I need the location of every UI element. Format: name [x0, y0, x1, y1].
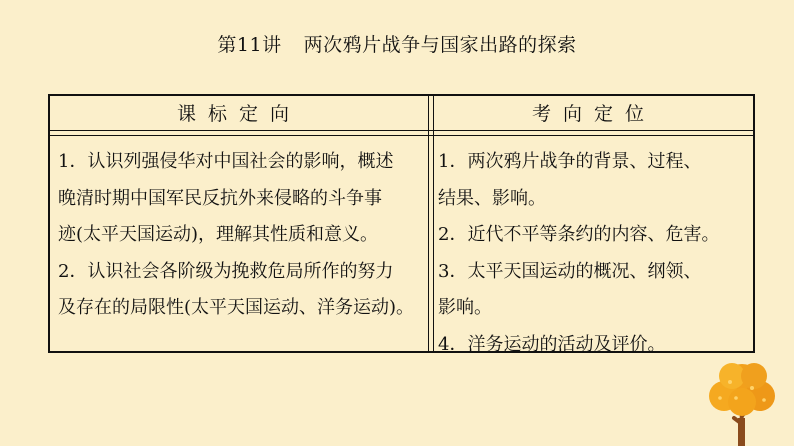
lecture-number: 第11讲: [217, 34, 282, 56]
header-divider: [50, 130, 753, 131]
focus-line: 2．近代不平等条约的内容、危害。: [438, 224, 720, 245]
standard-line: 晚清时期中国军民反抗外来侵略的斗争事: [58, 187, 382, 209]
curriculum-table: [48, 94, 755, 353]
focus-line: 影响。: [438, 297, 492, 318]
page-title: [0, 30, 794, 57]
focus-line: 结果、影响。: [438, 187, 546, 209]
curriculum-standard-content: [58, 144, 428, 327]
autumn-tree-icon: [706, 358, 778, 446]
focus-line: 4．洋务运动的活动及评价。: [438, 333, 666, 355]
exam-focus-content: [438, 144, 756, 363]
curriculum-standard-header: 课标定向: [176, 103, 301, 125]
focus-line: 3．太平天国运动的概况、纲领、: [438, 260, 702, 282]
standard-line: 1．认识列强侵华对中国社会的影响，概述: [58, 151, 394, 172]
exam-focus-header: 考向定位: [531, 103, 656, 125]
standard-line: 及存在的局限性(太平天国运动、洋务运动)。: [58, 297, 415, 318]
standard-line: 2．认识社会各阶级为挽救危局所作的努力: [58, 260, 394, 282]
header-divider-inner: [50, 135, 753, 136]
focus-line: 1．两次鸦片战争的背景、过程、: [438, 151, 702, 172]
standard-line: 迹(太平天国运动)，理解其性质和意义。: [58, 224, 379, 245]
lecture-topic: 两次鸦片战争与国家出路的探索: [303, 34, 577, 56]
